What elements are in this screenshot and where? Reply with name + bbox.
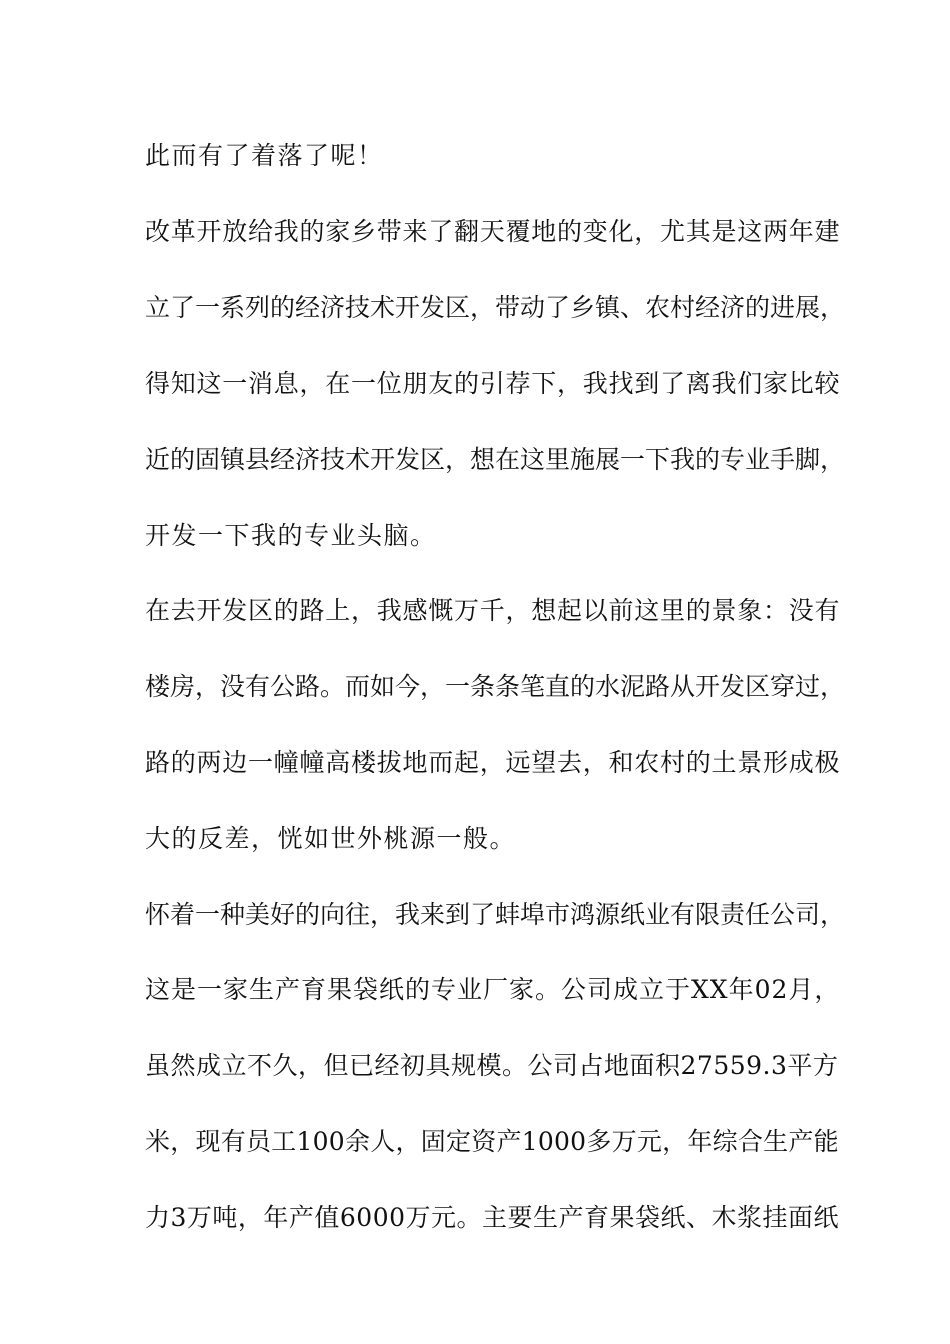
text-line-12: 这是一家生产育果袋纸的专业厂家。公司成立于XX年02月， xyxy=(145,975,841,1004)
text-line-13: 虽然成立不久，但已经初具规模。公司占地面积27559.3平方 xyxy=(145,1051,839,1080)
text-line-9: 路的两边一幢幢高楼拔地而起，远望去，和农村的土景形成极 xyxy=(145,748,841,777)
text-line-10: 大的反差，恍如世外桃源一般。 xyxy=(145,824,517,853)
text-line-6: 开发一下我的专业头脑。 xyxy=(145,521,437,550)
text-line-15: 力3万吨，年产值6000万元。主要生产育果袋纸、木浆挂面纸 xyxy=(145,1203,840,1232)
text-line-7: 在去开发区的路上，我感慨万千，想起以前这里的景象：没有 xyxy=(145,596,841,625)
text-line-3: 立了一系列的经济技术开发区，带动了乡镇、农村经济的进展， xyxy=(145,293,846,322)
text-line-8: 楼房，没有公路。而如今，一条条笔直的水泥路从开发区穿过， xyxy=(145,672,846,701)
text-line-1: 此而有了着落了呢！ xyxy=(145,141,384,170)
text-line-11: 怀着一种美好的向往，我来到了蚌埠市鸿源纸业有限责任公司， xyxy=(145,900,846,929)
text-line-5: 近的固镇县经济技术开发区，想在这里施展一下我的专业手脚， xyxy=(145,445,846,474)
text-line-4: 得知这一消息，在一位朋友的引荐下，我找到了离我们家比较 xyxy=(145,369,841,398)
text-line-2: 改革开放给我的家乡带来了翻天覆地的变化，尤其是这两年建 xyxy=(145,217,841,246)
text-line-14: 米，现有员工100余人，固定资产1000多万元，年综合生产能 xyxy=(145,1127,839,1156)
